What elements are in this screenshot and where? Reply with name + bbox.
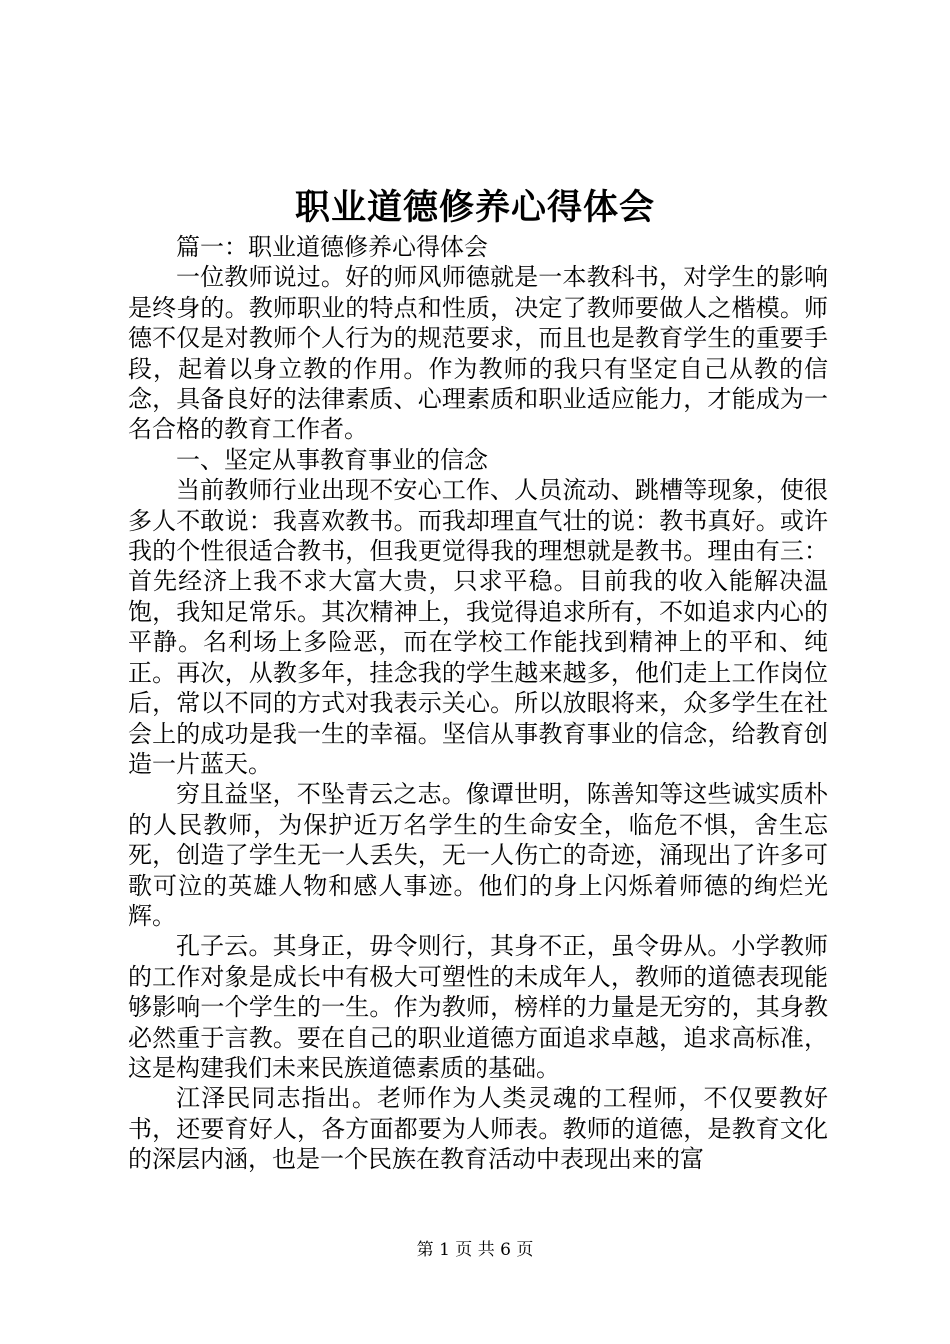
body-paragraph: 孔子云。其身正，毋令则行，其身不正，虽令毋从。小学教师的工作对象是成长中有极大可塑性的未成年人，教师的道德表现能够影响一个学生的一生。作为教师，榜样的力量是无穷的，其身教必然重于言教。要在自己的职业道德方面追求卓越，追求高标准，这是构建我们未来民族道德素质的基础。 bbox=[128, 932, 828, 1082]
document-body bbox=[128, 232, 828, 1175]
body-paragraph: 穷且益坚，不坠青云之志。像谭世明，陈善知等这些诚实质朴的人民教师，为保护近万名学生的生命安全，临危不惧，舍生忘死，创造了学生无一人丢失，无一人伤亡的奇迹，涌现出了许多可歌可泣的英雄人物和感人事迹。他们的身上闪烁着师德的绚烂光辉。 bbox=[128, 780, 828, 930]
body-paragraph: 一位教师说过。好的师风师德就是一本教科书，对学生的影响是终身的。教师职业的特点和性质，决定了教师要做人之楷模。师德不仅是对教师个人行为的规范要求，而且也是教育学生的重要手段，起着以身立教的作用。作为教师的我只有坚定自己从教的信念，具备良好的法律素质、心理素质和职业适应能力，才能成为一名合格的教育工作者。 bbox=[128, 263, 828, 444]
body-paragraph: 江泽民同志指出。老师作为人类灵魂的工程师，不仅要教好书，还要育好人，各方面都要为人师表。教师的道德，是教育文化的深层内涵，也是一个民族在教育活动中表现出来的富 bbox=[128, 1084, 828, 1174]
subsection-heading: 一、坚定从事教育事业的信念 bbox=[176, 445, 488, 474]
page-footer: 第 1 页 共 6 页 bbox=[416, 1240, 534, 1260]
section-heading: 篇一：职业道德修养心得体会 bbox=[176, 233, 488, 261]
document-title: 职业道德修养心得体会 bbox=[294, 187, 655, 228]
body-paragraph: 当前教师行业出现不安心工作、人员流动、跳槽等现象，使很多人不敢说：我喜欢教书。而我却理直气壮的说：教书真好。或许我的个性很适合教书，但我更觉得我的理想就是教书。理由有三：首先经济上我不求大富大贵，只求平稳。目前我的收入能解决温饱，我知足常乐。其次精神上，我觉得追求所有，不如追求内心的平静。名利场上多险恶，而在学校工作能找到精神上的平和、纯正。再次，从教多年，挂念我的学生越来越多，他们走上工作岗位后，常以不同的方式对我表示关心。所以放眼将来，众多学生在社会上的成功是我一生的幸福。坚信从事教育事业的信念，给教育创造一片蓝天。 bbox=[128, 476, 828, 778]
